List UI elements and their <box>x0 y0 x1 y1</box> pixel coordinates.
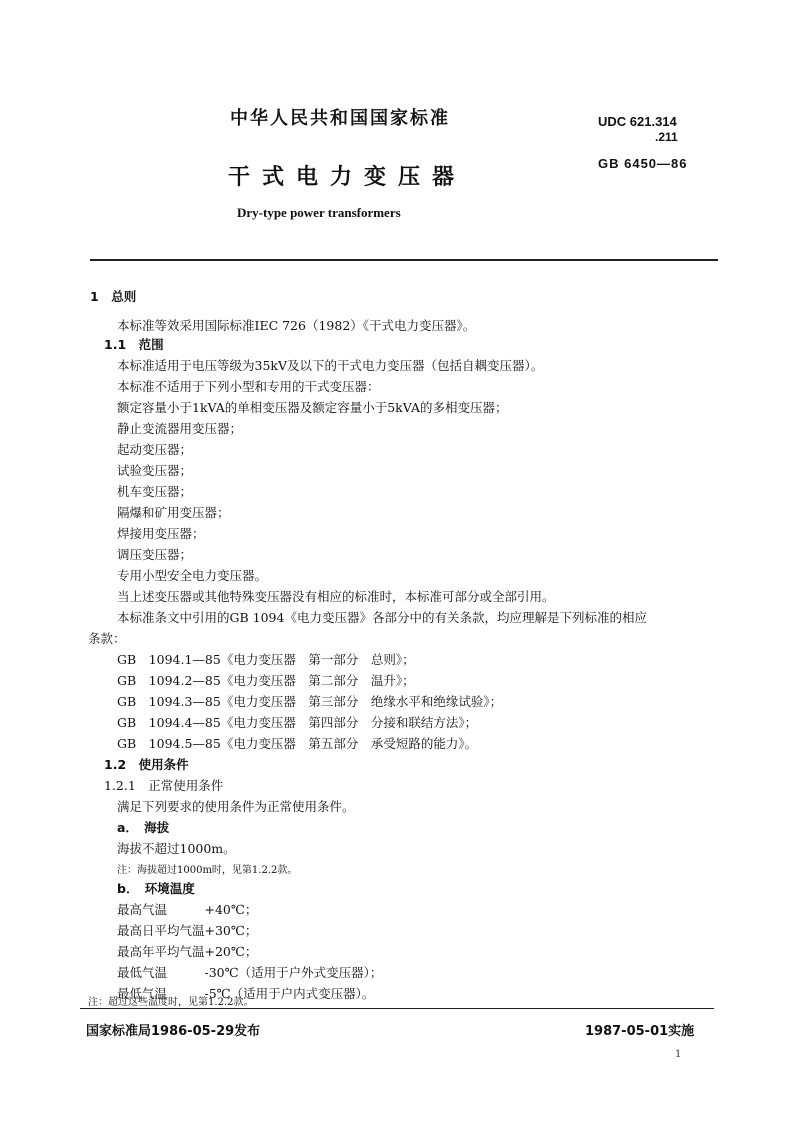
paragraph-scope: 本标准适用于电压等级为35kV及以下的干式电力变压器（包括自耦变压器）。 <box>117 358 544 373</box>
temperature-line: 最高年平均气温+20℃； <box>117 944 258 959</box>
section-1-1-heading: 1.1 范围 <box>104 337 164 352</box>
reference-item: GB 1094.4—85《电力变压器 第四部分 分接和联结方法》； <box>117 715 478 730</box>
document-title-cn: 干式电力变压器 <box>228 165 467 190</box>
udc-code: UDC 621.314 <box>598 114 677 129</box>
reference-item: GB 1094.1—85《电力变压器 第一部分 总则》； <box>117 652 415 667</box>
header-divider <box>90 259 718 261</box>
exclusion-item: 调压变压器； <box>117 547 193 562</box>
page-number: 1 <box>675 1049 682 1060</box>
standard-type-heading: 中华人民共和国国家标准 <box>230 108 450 129</box>
section-1-heading: 1 总则 <box>90 289 137 304</box>
gb-number: GB 6450—86 <box>598 156 688 171</box>
temperature-line: 最低气温 -30℃（适用于户外式变压器）； <box>117 965 383 980</box>
exclusion-item: 焊接用变压器； <box>117 526 205 541</box>
exclusion-item: 额定容量小于1kVA的单相变压器及额定容量小于5kVA的多相变压器； <box>117 400 508 415</box>
exclusion-item: 静止变流器用变压器； <box>117 421 243 436</box>
footer-divider <box>80 1008 714 1009</box>
exclusion-item: 隔爆和矿用变压器； <box>117 505 230 520</box>
document-title-en: Dry-type power transformers <box>237 205 401 220</box>
reference-item: GB 1094.3—85《电力变压器 第三部分 绝缘水平和绝缘试验》； <box>117 694 503 709</box>
paragraph-references-cont: 条款： <box>88 631 126 646</box>
exclusion-item: 专用小型安全电力变压器。 <box>117 568 268 583</box>
publish-date: 国家标准局1986-05-29发布 <box>86 1024 261 1039</box>
reference-item: GB 1094.2—85《电力变压器 第二部分 温升》； <box>117 673 415 688</box>
temperature-line: 最高日平均气温+30℃； <box>117 923 258 938</box>
implementation-date: 1987-05-01实施 <box>585 1024 695 1039</box>
exclusion-item: 机车变压器； <box>117 484 193 499</box>
paragraph-adoption: 本标准等效采用国际标准IEC 726（1982）《干式电力变压器》。 <box>117 318 476 333</box>
section-1-2-heading: 1.2 使用条件 <box>104 757 189 772</box>
exclusion-item: 试验变压器； <box>117 463 193 478</box>
altitude-note: 注：海拔超过1000m时，见第1.2.2款。 <box>117 865 298 876</box>
reference-item: GB 1094.5—85《电力变压器 第五部分 承受短路的能力》。 <box>117 736 478 751</box>
item-a-heading: a． 海拔 <box>117 820 170 835</box>
altitude-text: 海拔不超过1000m。 <box>117 841 236 856</box>
temperature-line: 最高气温 +40℃； <box>117 902 258 917</box>
paragraph-special: 当上述变压器或其他特殊变压器没有相应的标准时，本标准可部分或全部引用。 <box>117 589 555 604</box>
udc-code-suffix: .211 <box>655 130 678 144</box>
section-1-2-1-heading: 1.2.1 正常使用条件 <box>104 778 224 793</box>
temperature-line: 最低气温 -5℃（适用于户内式变压器）。 <box>117 986 375 1001</box>
paragraph-references: 本标准条文中引用的GB 1094《电力变压器》各部分中的有关条款，均应理解是下列标准的相应 <box>117 610 647 625</box>
item-b-heading: b． 环境温度 <box>117 881 195 896</box>
paragraph-exclusions: 本标准不适用于下列小型和专用的干式变压器： <box>117 379 380 394</box>
temperature-note: 注：超过这些温度时，见第1.2.2款。 <box>88 997 254 1008</box>
paragraph-normal-conditions: 满足下列要求的使用条件为正常使用条件。 <box>117 799 355 814</box>
exclusion-item: 起动变压器； <box>117 442 193 457</box>
